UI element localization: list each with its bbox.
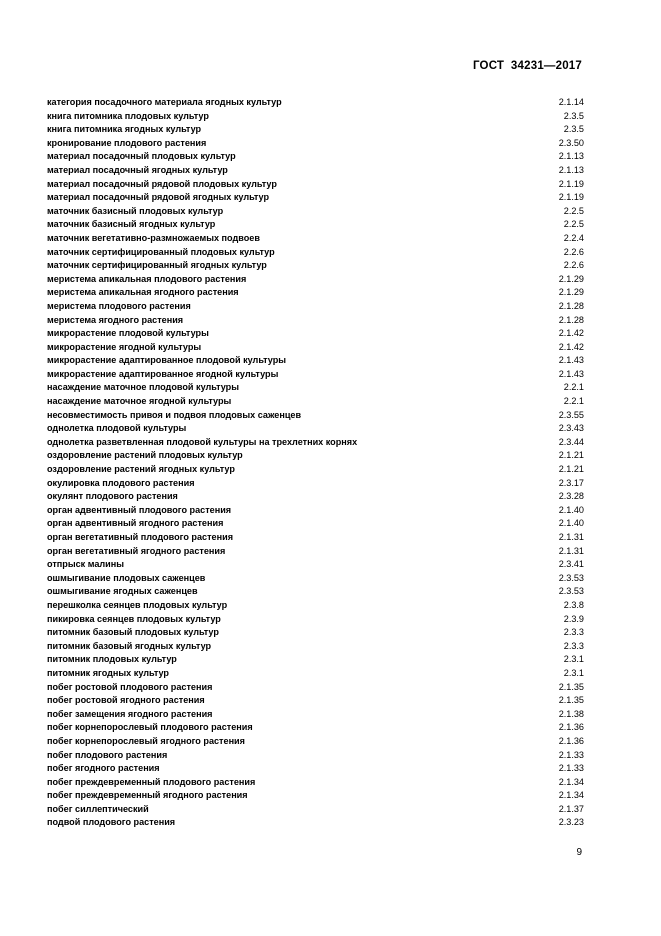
index-entry [47, 218, 584, 232]
term-text: насаждение маточное ягодной культуры [47, 396, 232, 407]
term-text: материал посадочный ягодных культур [47, 164, 228, 175]
index-entry [47, 626, 584, 640]
index-entry [47, 354, 584, 368]
term-reference: 2.3.44 [558, 436, 584, 447]
index-entry [47, 789, 584, 803]
term-text: отпрыск малины [47, 559, 125, 570]
term-reference: 2.3.50 [558, 137, 584, 148]
term-text: несовместимость привоя и подвоя плодовых саженцев [47, 409, 302, 420]
term-reference: 2.1.29 [558, 273, 584, 284]
term-text: питомник базовый ягодных культур [47, 640, 212, 651]
index-entry [47, 531, 584, 545]
index-entry [47, 123, 584, 137]
page-number: 9 [576, 847, 582, 858]
index-entry [47, 463, 584, 477]
term-text: однолетка разветвленная плодовой культуры на трехлетних корнях [47, 436, 358, 447]
term-reference: 2.2.1 [563, 382, 584, 393]
term-text: ошмыгивание плодовых саженцев [47, 572, 206, 583]
term-text: побег ростовой плодового растения [47, 681, 213, 692]
index-entry [47, 327, 584, 341]
index-entry [47, 273, 584, 287]
term-reference: 2.1.38 [558, 708, 584, 719]
index-entry [47, 191, 584, 205]
term-reference: 2.3.53 [558, 586, 584, 597]
index-entry [47, 572, 584, 586]
term-reference: 2.1.21 [558, 464, 584, 475]
index-entry [47, 395, 584, 409]
term-reference: 2.2.4 [563, 232, 584, 243]
term-reference: 2.3.28 [558, 491, 584, 502]
term-reference: 2.1.36 [558, 735, 584, 746]
term-reference: 2.1.21 [558, 450, 584, 461]
term-text: питомник базовый плодовых культур [47, 627, 219, 638]
term-reference: 2.3.1 [563, 667, 584, 678]
index-entry [47, 721, 584, 735]
term-text: меристема ягодного растения [47, 314, 184, 325]
term-reference: 2.1.42 [558, 328, 584, 339]
index-entry [47, 749, 584, 763]
index-entry [47, 681, 584, 695]
index-entry [47, 613, 584, 627]
term-reference: 2.1.34 [558, 776, 584, 787]
index-entry [47, 110, 584, 124]
index-entry [47, 422, 584, 436]
index-entry [47, 232, 584, 246]
document-header: ГОСТ 34231—2017 [472, 60, 582, 72]
term-text: побег замещения ягодного растения [47, 708, 213, 719]
term-text: маточник сертифицированный плодовых культур [47, 246, 275, 257]
term-text: маточник базисный ягодных культур [47, 219, 216, 230]
term-text: категория посадочного материала ягодных культур [47, 97, 282, 107]
term-text: побег ростовой ягодного растения [47, 695, 205, 706]
index-entry [47, 490, 584, 504]
term-reference: 2.1.43 [558, 355, 584, 366]
index-entry [47, 164, 584, 178]
index-entry [47, 368, 584, 382]
term-reference: 2.3.23 [558, 817, 584, 828]
index-entry [47, 96, 584, 110]
term-text: меристема плодового растения [47, 300, 191, 311]
term-text: микрорастение плодовой культуры [47, 328, 209, 339]
term-text: микрорастение адаптированное ягодной культуры [47, 368, 279, 379]
index-entry [47, 286, 584, 300]
term-text: перешколка сеянцев плодовых культур [47, 599, 228, 610]
term-reference: 2.1.13 [558, 164, 584, 175]
term-reference: 2.3.3 [563, 627, 584, 638]
index-entry [47, 558, 584, 572]
term-reference: 2.2.5 [563, 205, 584, 216]
term-reference: 2.1.29 [558, 287, 584, 298]
index-entry [47, 708, 584, 722]
index-entry [47, 762, 584, 776]
term-text: меристема апикальная плодового растения [47, 273, 247, 284]
term-text: кронирование плодового растения [47, 137, 207, 148]
index-entry [47, 381, 584, 395]
term-reference: 2.1.14 [558, 97, 584, 107]
term-text: подвой плодового растения [47, 817, 176, 828]
term-text: микрорастение адаптированное плодовой культуры [47, 355, 287, 366]
term-text: маточник базисный плодовых культур [47, 205, 224, 216]
term-reference: 2.3.1 [563, 654, 584, 665]
index-entry [47, 504, 584, 518]
term-reference: 2.2.6 [563, 246, 584, 257]
index-entry [47, 803, 584, 817]
term-text: маточник вегетативно-размножаемых подвоев [47, 232, 260, 243]
term-text: орган вегетативный плодового растения [47, 532, 234, 542]
index-entry [47, 599, 584, 613]
term-reference: 2.2.5 [563, 219, 584, 230]
term-text: побег преждевременный ягодного растения [47, 790, 248, 801]
term-reference: 2.3.41 [558, 559, 584, 570]
term-text: материал посадочный рядовой ягодных культур [47, 192, 270, 203]
term-reference: 2.1.28 [558, 300, 584, 311]
term-reference: 2.3.3 [563, 640, 584, 651]
term-text: материал посадочный рядовой плодовых культур [47, 178, 277, 189]
term-text: однолетка плодовой культуры [47, 423, 187, 434]
index-entry [47, 667, 584, 681]
index-entry [47, 205, 584, 219]
term-text: побег корнепорослевый ягодного растения [47, 735, 245, 746]
index-entry [47, 517, 584, 531]
term-text: окулянт плодового растения [47, 491, 178, 502]
term-reference: 2.1.34 [558, 790, 584, 801]
term-reference: 2.1.40 [558, 504, 584, 515]
index-entry [47, 545, 584, 559]
index-entry [47, 585, 584, 599]
term-reference: 2.1.35 [558, 681, 584, 692]
term-reference: 2.1.13 [558, 151, 584, 162]
index-entry [47, 178, 584, 192]
term-text: орган адвентивный ягодного растения [47, 518, 224, 529]
index-entry [47, 341, 584, 355]
term-reference: 2.3.8 [563, 599, 584, 610]
term-reference: 2.1.40 [558, 518, 584, 529]
term-reference: 2.1.31 [558, 532, 584, 542]
index-entry [47, 776, 584, 790]
term-reference: 2.3.43 [558, 423, 584, 434]
term-text: оздоровление растений плодовых культур [47, 450, 243, 461]
index-entry [47, 300, 584, 314]
index-entry [47, 409, 584, 423]
term-text: маточник сертифицированный ягодных культур [47, 260, 267, 271]
term-text: питомник ягодных культур [47, 667, 169, 678]
term-text: орган вегетативный ягодного растения [47, 545, 226, 556]
term-text: питомник плодовых культур [47, 654, 177, 665]
term-reference: 2.1.35 [558, 695, 584, 706]
index-entry [47, 259, 584, 273]
term-text: побег плодового растения [47, 749, 168, 760]
term-reference: 2.3.17 [558, 477, 584, 488]
term-text: окулировка плодового растения [47, 477, 195, 488]
term-reference: 2.3.5 [563, 110, 584, 121]
term-reference: 2.2.6 [563, 260, 584, 271]
index-entry [47, 246, 584, 260]
term-reference: 2.1.19 [558, 192, 584, 203]
term-text: микрорастение ягодной культуры [47, 341, 202, 352]
term-text: книга питомника ягодных культур [47, 124, 202, 135]
term-text: насаждение маточное плодовой культуры [47, 382, 240, 393]
term-reference: 2.3.53 [558, 572, 584, 583]
index-entry [47, 694, 584, 708]
terms-index [47, 96, 584, 830]
index-entry [47, 640, 584, 654]
term-text: материал посадочный плодовых культур [47, 151, 236, 162]
term-text: оздоровление растений ягодных культур [47, 464, 235, 475]
index-entry [47, 816, 584, 830]
term-text: пикировка сеянцев плодовых культур [47, 613, 221, 624]
term-reference: 2.1.33 [558, 763, 584, 774]
index-entry [47, 735, 584, 749]
term-reference: 2.1.42 [558, 341, 584, 352]
index-entry [47, 449, 584, 463]
term-reference: 2.1.28 [558, 314, 584, 325]
index-entry [47, 477, 584, 491]
term-text: побег преждевременный плодового растения [47, 776, 256, 787]
index-entry [47, 314, 584, 328]
term-reference: 2.1.37 [558, 803, 584, 814]
term-text: меристема апикальная ягодного растения [47, 287, 239, 298]
index-entry [47, 150, 584, 164]
term-reference: 2.3.9 [563, 613, 584, 624]
term-reference: 2.1.33 [558, 749, 584, 760]
index-entry [47, 436, 584, 450]
term-reference: 2.1.36 [558, 722, 584, 733]
term-reference: 2.1.19 [558, 178, 584, 189]
index-entry [47, 137, 584, 151]
term-reference: 2.3.55 [558, 409, 584, 420]
term-reference: 2.3.5 [563, 124, 584, 135]
term-text: ошмыгивание ягодных саженцев [47, 586, 198, 597]
term-text: побег ягодного растения [47, 763, 160, 774]
term-reference: 2.1.43 [558, 368, 584, 379]
index-entry [47, 653, 584, 667]
term-text: книга питомника плодовых культур [47, 110, 209, 121]
term-text: побег корнепорослевый плодового растения [47, 722, 253, 733]
term-reference: 2.1.31 [558, 545, 584, 556]
term-text: побег силлептический [47, 803, 149, 814]
term-reference: 2.2.1 [563, 396, 584, 407]
term-text: орган адвентивный плодового растения [47, 504, 232, 515]
